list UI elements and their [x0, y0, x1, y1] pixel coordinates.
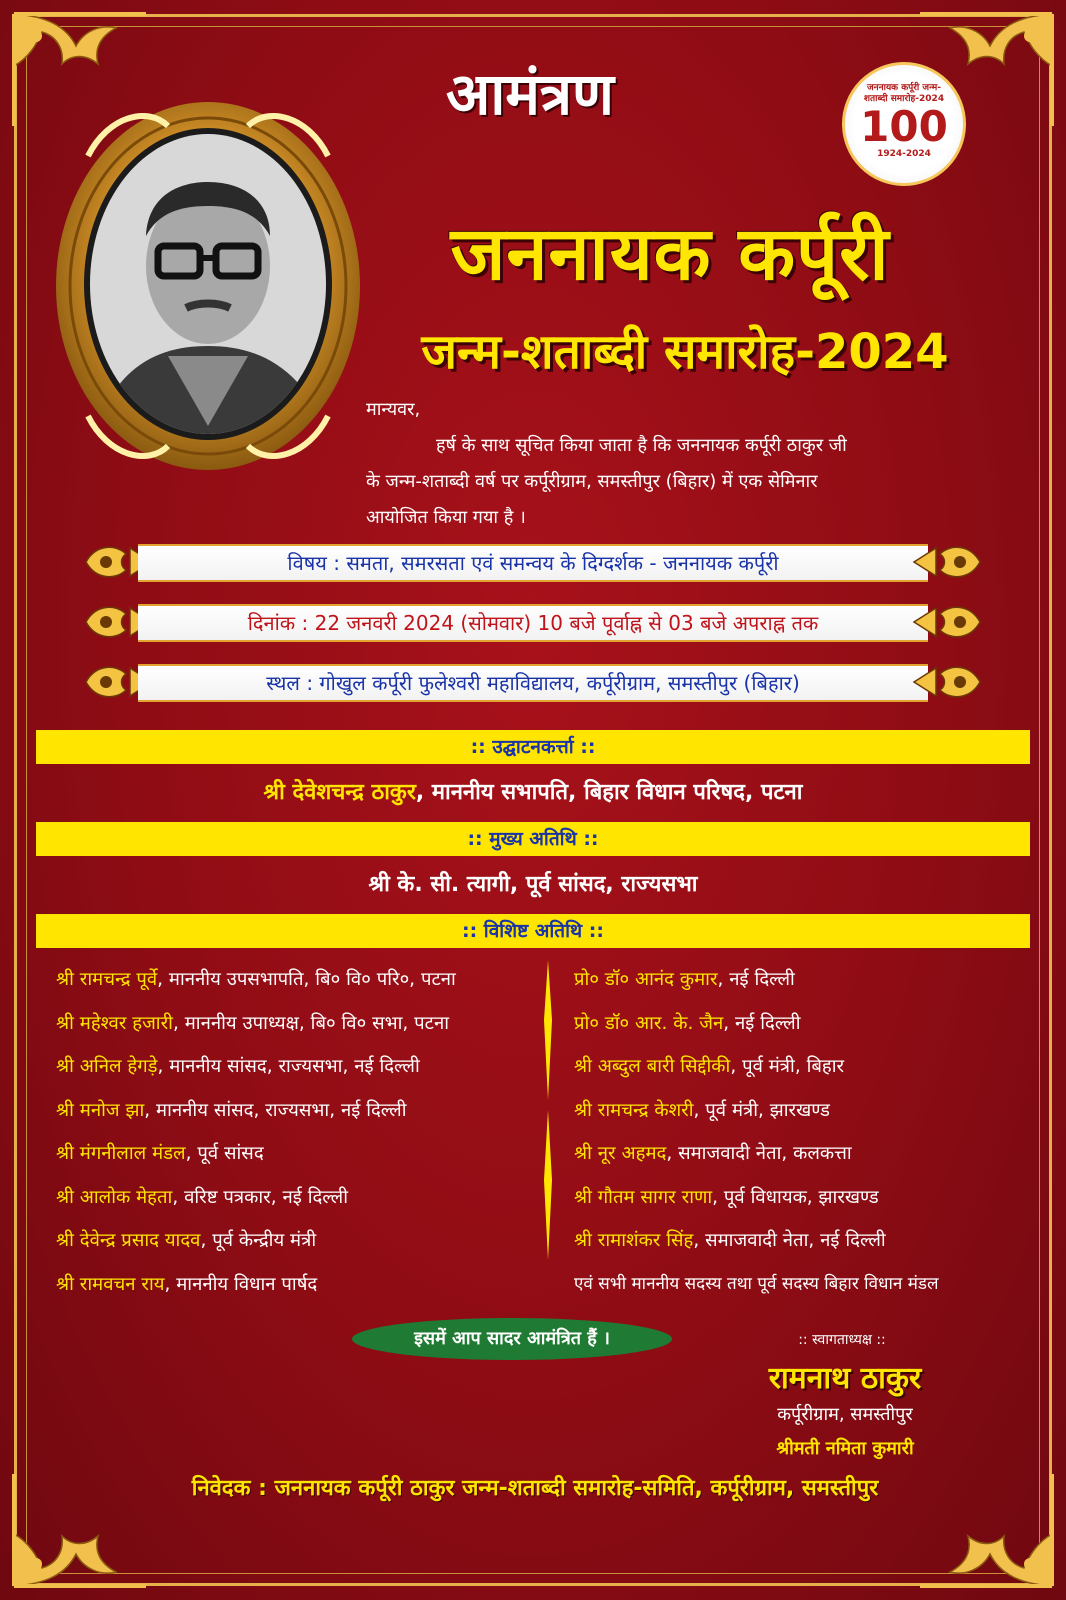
footer-requester: निवेदक : जननायक कर्पूरी ठाकुर जन्म-शताब्दी समारोह-समिति, कर्पूरीग्राम, समस्तीपुर	[191, 1476, 879, 1501]
guest-title: एवं सभी माननीय सदस्य तथा पूर्व सदस्य बिहार विधान मंडल	[574, 1273, 939, 1294]
guest-name: श्री आलोक मेहता	[56, 1186, 173, 1208]
guest-name: श्री देवेन्द्र प्रसाद यादव	[56, 1230, 201, 1251]
portrait-frame	[48, 96, 368, 476]
letter-line-1: हर्ष के साथ सूचित किया जाता है कि जननायक कर्पूरी ठाकुर जी	[436, 435, 847, 456]
chief-guest-title: , पूर्व सांसद, राज्यसभा	[509, 872, 698, 897]
guest-title: , नई दिल्ली	[717, 969, 795, 990]
invitation-letter	[366, 392, 1016, 536]
guest-name: श्री रामचन्द्र पूर्वे	[56, 969, 158, 990]
special-guests-heading: :: विशिष्ट अतिथि ::	[36, 914, 1030, 948]
salutation: मान्यवर,	[366, 399, 421, 420]
guest-name: प्रो० डॉ० आनंद कुमार	[574, 969, 718, 990]
inaugurator-name: श्री देवेशचन्द्र ठाकुर	[263, 780, 416, 805]
badge-number: 100	[860, 102, 948, 151]
list-item	[574, 1089, 1024, 1133]
chief-guest-name: श्री के. सी. त्यागी	[368, 872, 510, 897]
date-banner	[82, 598, 984, 646]
invitation-heading: आमंत्रण	[446, 60, 614, 128]
guest-name: श्री मनोज झा	[56, 1099, 145, 1121]
list-item	[56, 958, 526, 1002]
guest-title: , पूर्व मंत्री, बिहार	[730, 1056, 845, 1077]
special-guests-right-list	[574, 958, 1024, 1306]
scroll-ornament-icon	[912, 600, 984, 644]
chief-guest-line	[36, 868, 1030, 898]
guest-title: , माननीय सांसद, राज्यसभा, नई दिल्ली	[144, 1099, 407, 1121]
list-item	[574, 1219, 1024, 1263]
guest-name: श्री अब्दुल बारी सिद्दीकी	[574, 1056, 731, 1077]
guest-title: , माननीय उपाध्यक्ष, बि० वि० सभा, पटना	[172, 1012, 450, 1034]
portrait-photo-icon	[48, 96, 368, 476]
inaugurator-title: , माननीय सभापति, बिहार विधान परिषद, पटना	[415, 780, 803, 805]
list-item	[574, 958, 1024, 1002]
list-item	[56, 1132, 526, 1176]
venue-text: स्थल : गोखुल कर्पूरी फुलेश्वरी महाविद्यालय, कर्पूरीग्राम, समस्तीपुर (बिहार)	[138, 664, 928, 702]
guest-title: , माननीय उपसभापति, बि० वि० परि०, पटना	[157, 969, 456, 990]
guest-title: , पूर्व मंत्री, झारखण्ड	[693, 1099, 830, 1121]
list-item	[56, 1045, 526, 1089]
list-item	[574, 1132, 1024, 1176]
guest-name: श्री अनिल हेगड़े	[56, 1056, 158, 1077]
list-item	[574, 1176, 1024, 1220]
guest-title: , समाजवादी नेता, नई दिल्ली	[693, 1230, 886, 1251]
chief-guest-heading: :: मुख्य अतिथि ::	[36, 822, 1030, 856]
list-item	[574, 1002, 1024, 1046]
host-name: रामनाथ ठाकुर	[768, 1361, 922, 1396]
guest-name: श्री नूर अहमद	[574, 1143, 667, 1164]
letter-line-3: आयोजित किया गया है ।	[366, 507, 526, 528]
subject-banner	[82, 538, 984, 586]
guest-title: , वरिष्ट पत्रकार, नई दिल्ली	[172, 1186, 348, 1208]
host-label: :: स्वागताध्यक्ष ::	[798, 1332, 886, 1348]
guest-name: श्री मंगनीलाल मंडल	[56, 1143, 186, 1164]
guest-title: , पूर्व विधायक, झारखण्ड	[712, 1186, 879, 1208]
centenary-badge	[842, 62, 966, 186]
guest-name: श्री गौतम सागर राणा	[574, 1186, 713, 1208]
letter-line-2: के जन्म-शताब्दी वर्ष पर कर्पूरीग्राम, समस्तीपुर (बिहार) में एक सेमिनार	[366, 471, 818, 492]
subject-text: विषय : समता, समरसता एवं समन्वय के दिग्दर्शक - जननायक कर्पूरी	[138, 544, 928, 582]
badge-years: 1924-2024	[877, 149, 931, 159]
list-item	[56, 1219, 526, 1263]
host-place: कर्पूरीग्राम, समस्तीपुर	[777, 1404, 913, 1425]
badge-caption: जननायक कर्पूरी जन्म-शताब्दी समारोह-2024	[863, 83, 945, 104]
guest-name: श्री महेश्वर हजारी	[56, 1012, 173, 1034]
venue-banner	[82, 658, 984, 706]
list-item	[56, 1263, 526, 1307]
guest-name: श्री रामवचन राय	[56, 1273, 165, 1295]
list-item	[574, 1263, 1024, 1307]
guest-name: प्रो० डॉ० आर. के. जैन	[574, 1012, 724, 1034]
guest-title: , पूर्व सांसद	[185, 1143, 264, 1164]
special-guests-left-list	[56, 958, 526, 1306]
sub-title: जन्म-शताब्दी समारोह-2024	[421, 324, 949, 380]
inaugurator-heading: :: उद्घाटनकर्त्ता ::	[36, 730, 1030, 764]
guest-name: श्री रामचन्द्र केशरी	[574, 1099, 694, 1121]
guest-title: , पूर्व केन्द्रीय मंत्री	[200, 1230, 317, 1251]
invite-note: इसमें आप सादर आमंत्रित हैं ।	[352, 1318, 672, 1360]
guest-title: , माननीय विधान पार्षद	[164, 1273, 318, 1295]
host-extra: श्रीमती नमिता कुमारी	[776, 1438, 914, 1459]
scroll-ornament-icon	[912, 660, 984, 704]
guest-title: , समाजवादी नेता, कलकत्ता	[666, 1143, 852, 1164]
list-item	[56, 1002, 526, 1046]
guest-title: , नई दिल्ली	[723, 1012, 801, 1034]
guest-title: , माननीय सांसद, राज्यसभा, नई दिल्ली	[157, 1056, 420, 1077]
scroll-ornament-icon	[912, 540, 984, 584]
list-item	[56, 1176, 526, 1220]
date-text: दिनांक : 22 जनवरी 2024 (सोमवार) 10 बजे पूर्वाह्न से 03 बजे अपराह्न तक	[138, 604, 928, 642]
divider-ornament-icon	[540, 960, 556, 1260]
main-title: जननायक कर्पूरी	[450, 211, 890, 297]
list-item	[574, 1045, 1024, 1089]
list-item	[56, 1089, 526, 1133]
inaugurator-line	[36, 776, 1030, 806]
guest-name: श्री रामाशंकर सिंह	[574, 1230, 694, 1251]
